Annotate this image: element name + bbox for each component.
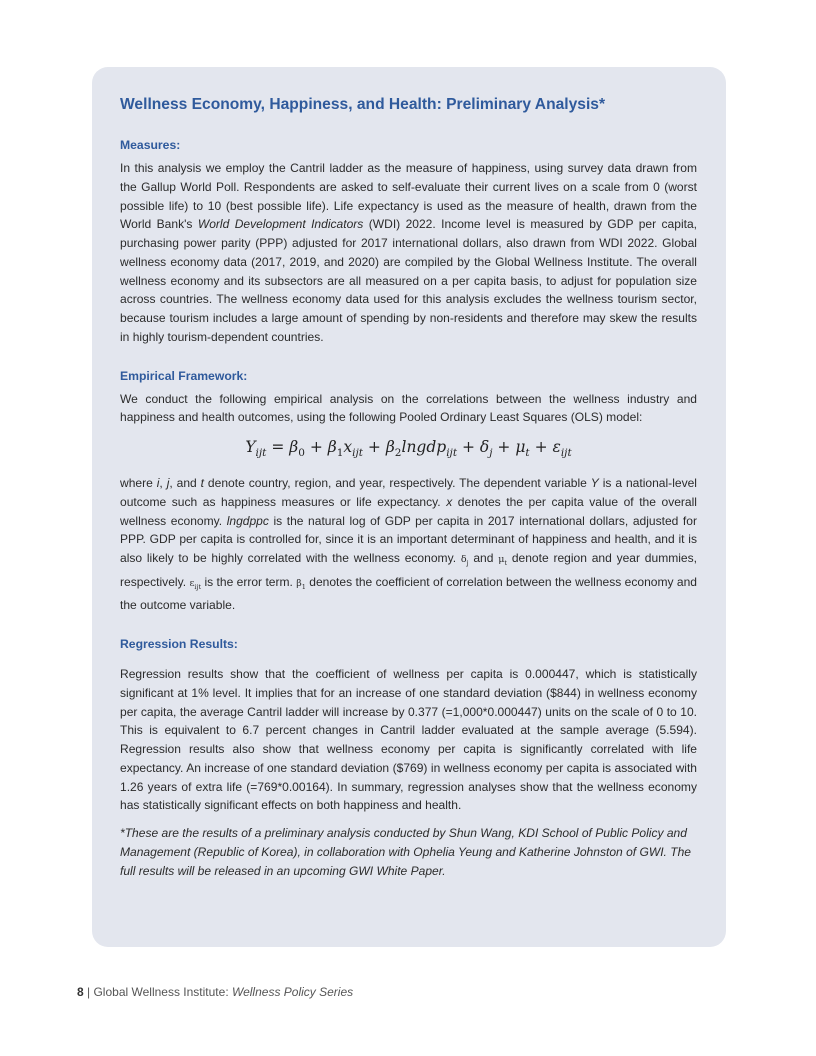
callout-title: Wellness Economy, Happiness, and Health: Preliminary Analysis* [120, 96, 606, 113]
footer-publisher: | Global Wellness Institute: [83, 985, 232, 999]
measures-text-b: (WDI) 2022. Income level is measured by GDP per capita, purchasing power parity (PPP) adjusted for 2017 international dollars, also drawn from WDI 2022. Global wellness economy data (2017, 2019, and 2020) are compiled by the Global Wellness Institute. The overall wellness economy and its subsectors are all measured on a per capita basis, to adjust for population size across countries. The wellness economy data used for this analysis excludes the wellness tourism sector, because tourism includes a large amount of spending by non-residents and therefore may skew the results in highly tourism-dependent countries. [120, 217, 698, 344]
measures-paragraph [120, 159, 697, 347]
ols-model-formula: $Y_{ijt} = \beta_0 + \beta_1x_{ijt}$ + $\beta_2lngdp_{ijt} + \delta_j + \mu_t + \varepsilon_{ijt}$ [245, 438, 572, 460]
measures-heading: Measures: [120, 138, 181, 152]
mu-symbol: $\mu_t$ [498, 554, 508, 567]
delta-symbol: $\delta_j$ [460, 554, 469, 567]
framework-intro: We conduct the following empirical analysis on the correlations between the wellness industry and happiness and health outcomes, using the following Pooled Ordinary Least Squares (OLS) model: [120, 391, 697, 425]
wdi-title: World Development Indicators [197, 217, 364, 232]
epsilon-symbol: $\varepsilon_{ijt}$ [189, 577, 202, 591]
measures-text-a: In this analysis we employ the Cantril ladder as the measure of happiness, using survey data drawn from the Gallup World Poll. Respondents are asked to self-evaluate their current lives on a scale from 0 (worst possible life) to 10 (best possible life). Life expectancy is used as the measure of health, drawn from the World Bank's [120, 161, 697, 232]
analysis-callout-box [92, 67, 726, 947]
results-paragraph: Regression results show that the coefficient of wellness per capita is 0.000447, which is statistically significant at 1% level. It implies that for an increase of one standard deviation ($844) in wellness economy per capita, the average Cantril ladder will increase by 0.377 (=1,000*0.000447) units on the scale of 0 to 10. This is equivalent to 6.7 percent changes in Cantril ladder evaluated at the sample average (5.594). Regression results also show that wellness economy per capita is significantly correlated with life expectancy. An increase of one standard deviation ($769) in wellness economy per capita is associated with 1.26 years of extra life (=769*0.00164). In summary, regression analyses show that the wellness economy has statistically significant effects on both happiness and health. [120, 667, 697, 813]
page-footer [77, 985, 353, 999]
results-heading: Regression Results: [120, 637, 238, 652]
beta-symbol: $\beta_1$ [296, 577, 306, 591]
footnote-credit: *These are the results of a preliminary analysis conducted by Shun Wang, KDI School of Public Policy and Management (Republic of Korea), in collaboration with Ophelia Yeung and Katherine Johnston of GWI. The full results will be released in an upcoming GWI White Paper. [120, 826, 692, 878]
framework-explanation: where i, j, and t denote country, region, and year, respectively. The dependent variable Y is a national-level outcome such as happiness measures or life expectancy. x denotes the per capita value of the overall wellness economy. lngdppc is the natural log of GDP per capita in 2017 international dollars, adjusted for PPP. GDP per capita is controlled for, since it is an important determinant of happiness and health, and it is also likely to be highly correlated with the wellness economy. $\delta_j$ and $\mu_t$ denote region and year dummies, respectively. $\varepsilon_{ijt}$ is the error term. $\beta_1$ denotes the coefficient of correlation between the wellness economy and the outcome variable. [120, 476, 698, 613]
page-number: 8 [77, 985, 84, 999]
framework-heading: Empirical Framework: [120, 368, 248, 383]
footer-series-title: Wellness Policy Series [231, 985, 354, 999]
